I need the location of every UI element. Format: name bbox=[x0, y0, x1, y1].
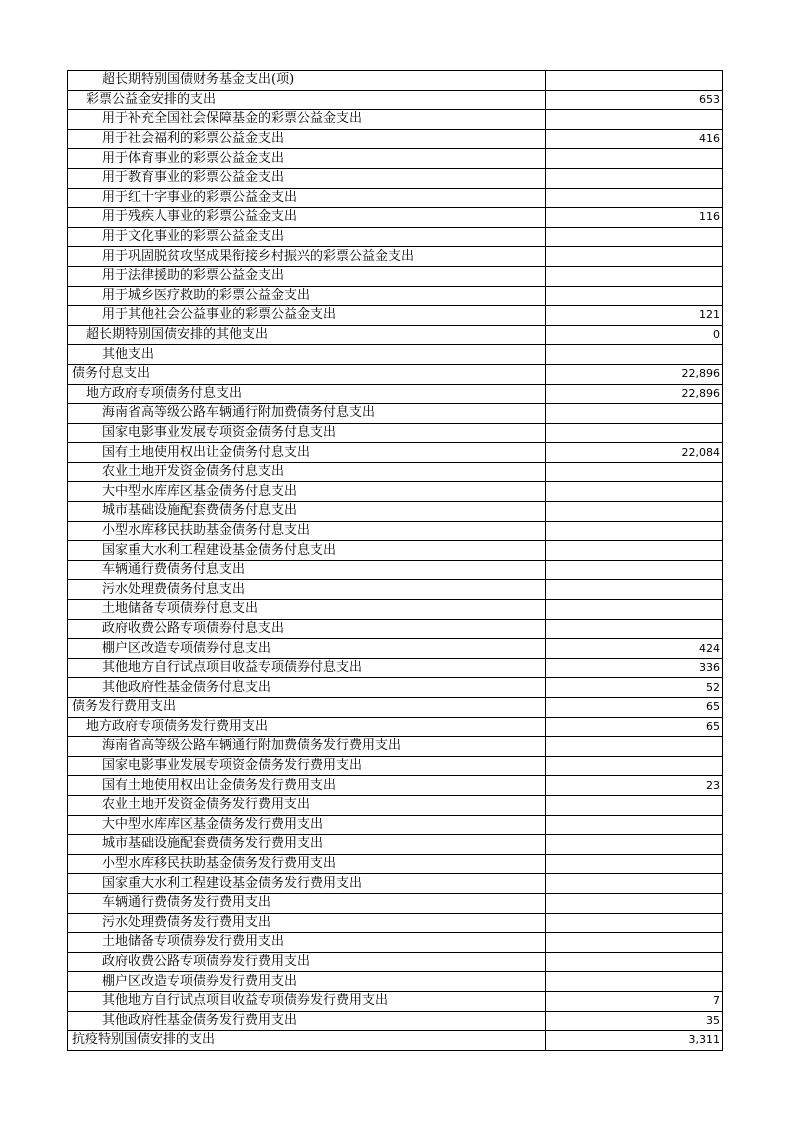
amount-cell: 22,084 bbox=[546, 443, 723, 463]
amount-cell bbox=[546, 168, 723, 188]
item-name-cell: 城市基础设施配套费债务付息支出 bbox=[68, 502, 546, 522]
amount-cell: 22,896 bbox=[546, 384, 723, 404]
table-row bbox=[68, 364, 723, 384]
table-row bbox=[68, 71, 723, 91]
amount-cell: 52 bbox=[546, 678, 723, 698]
table-row bbox=[68, 678, 723, 698]
item-name-cell: 抗疫特别国债安排的支出 bbox=[68, 1031, 546, 1051]
amount-cell bbox=[546, 815, 723, 835]
table-row bbox=[68, 325, 723, 345]
item-name-cell: 用于教育事业的彩票公益金支出 bbox=[68, 168, 546, 188]
amount-cell bbox=[546, 580, 723, 600]
amount-cell bbox=[546, 835, 723, 855]
amount-cell bbox=[546, 737, 723, 757]
item-name-cell: 其他地方自行试点项目收益专项债券发行费用支出 bbox=[68, 991, 546, 1011]
table-row bbox=[68, 991, 723, 1011]
item-name-cell: 车辆通行费债务付息支出 bbox=[68, 560, 546, 580]
table-row bbox=[68, 893, 723, 913]
item-name-cell: 超长期特别国债安排的其他支出 bbox=[68, 325, 546, 345]
item-name-cell: 用于其他社会公益事业的彩票公益金支出 bbox=[68, 306, 546, 326]
table-row bbox=[68, 835, 723, 855]
table-row bbox=[68, 815, 723, 835]
item-name-cell: 债务发行费用支出 bbox=[68, 698, 546, 718]
item-name-cell: 国家电影事业发展专项资金债务发行费用支出 bbox=[68, 756, 546, 776]
item-name-cell: 车辆通行费债务发行费用支出 bbox=[68, 893, 546, 913]
table-row bbox=[68, 1031, 723, 1051]
table-row bbox=[68, 149, 723, 169]
table-row bbox=[68, 90, 723, 110]
amount-cell bbox=[546, 247, 723, 267]
item-name-cell: 国家重大水利工程建设基金债务发行费用支出 bbox=[68, 874, 546, 894]
item-name-cell: 国家电影事业发展专项资金债务付息支出 bbox=[68, 423, 546, 443]
item-name-cell: 土地储备专项债券付息支出 bbox=[68, 600, 546, 620]
table-row bbox=[68, 423, 723, 443]
item-name-cell: 彩票公益金安排的支出 bbox=[68, 90, 546, 110]
item-name-cell: 地方政府专项债务发行费用支出 bbox=[68, 717, 546, 737]
table-row bbox=[68, 952, 723, 972]
amount-cell bbox=[546, 502, 723, 522]
table-row bbox=[68, 874, 723, 894]
item-name-cell: 国家重大水利工程建设基金债务付息支出 bbox=[68, 541, 546, 561]
item-name-cell: 用于社会福利的彩票公益金支出 bbox=[68, 129, 546, 149]
amount-cell: 653 bbox=[546, 90, 723, 110]
item-name-cell: 棚户区改造专项债券发行费用支出 bbox=[68, 972, 546, 992]
item-name-cell: 用于法律援助的彩票公益金支出 bbox=[68, 266, 546, 286]
amount-cell bbox=[546, 541, 723, 561]
table-row bbox=[68, 110, 723, 130]
budget-table-sheet bbox=[67, 70, 722, 1051]
item-name-cell: 地方政府专项债务付息支出 bbox=[68, 384, 546, 404]
amount-cell bbox=[546, 345, 723, 365]
amount-cell bbox=[546, 756, 723, 776]
amount-cell bbox=[546, 913, 723, 933]
amount-cell: 116 bbox=[546, 208, 723, 228]
amount-cell bbox=[546, 619, 723, 639]
table-row bbox=[68, 521, 723, 541]
table-row bbox=[68, 972, 723, 992]
amount-cell bbox=[546, 560, 723, 580]
amount-cell: 23 bbox=[546, 776, 723, 796]
item-name-cell: 用于巩固脱贫攻坚成果衔接乡村振兴的彩票公益金支出 bbox=[68, 247, 546, 267]
amount-cell bbox=[546, 71, 723, 91]
item-name-cell: 超长期特别国债财务基金支出(项) bbox=[68, 71, 546, 91]
item-name-cell: 小型水库移民扶助基金债务发行费用支出 bbox=[68, 854, 546, 874]
amount-cell bbox=[546, 423, 723, 443]
item-name-cell: 其他支出 bbox=[68, 345, 546, 365]
item-name-cell: 污水处理费债务发行费用支出 bbox=[68, 913, 546, 933]
table-row bbox=[68, 756, 723, 776]
item-name-cell: 其他政府性基金债务发行费用支出 bbox=[68, 1011, 546, 1031]
table-row bbox=[68, 168, 723, 188]
table-row bbox=[68, 737, 723, 757]
item-name-cell: 大中型水库库区基金债务发行费用支出 bbox=[68, 815, 546, 835]
budget-table-body bbox=[68, 71, 723, 1051]
item-name-cell: 用于红十字事业的彩票公益金支出 bbox=[68, 188, 546, 208]
table-row bbox=[68, 208, 723, 228]
table-row bbox=[68, 404, 723, 424]
item-name-cell: 用于文化事业的彩票公益金支出 bbox=[68, 227, 546, 247]
amount-cell bbox=[546, 854, 723, 874]
amount-cell bbox=[546, 149, 723, 169]
table-row bbox=[68, 306, 723, 326]
table-row bbox=[68, 247, 723, 267]
table-row bbox=[68, 462, 723, 482]
item-name-cell: 大中型水库库区基金债务付息支出 bbox=[68, 482, 546, 502]
amount-cell bbox=[546, 110, 723, 130]
item-name-cell: 农业土地开发资金债务发行费用支出 bbox=[68, 795, 546, 815]
item-name-cell: 小型水库移民扶助基金债务付息支出 bbox=[68, 521, 546, 541]
table-row bbox=[68, 443, 723, 463]
item-name-cell: 债务付息支出 bbox=[68, 364, 546, 384]
amount-cell: 416 bbox=[546, 129, 723, 149]
item-name-cell: 用于补充全国社会保障基金的彩票公益金支出 bbox=[68, 110, 546, 130]
item-name-cell: 海南省高等级公路车辆通行附加费债务付息支出 bbox=[68, 404, 546, 424]
item-name-cell: 政府收费公路专项债券付息支出 bbox=[68, 619, 546, 639]
budget-table bbox=[67, 70, 723, 1051]
table-row bbox=[68, 129, 723, 149]
amount-cell: 3,311 bbox=[546, 1031, 723, 1051]
table-row bbox=[68, 188, 723, 208]
table-row bbox=[68, 482, 723, 502]
table-row bbox=[68, 619, 723, 639]
item-name-cell: 政府收费公路专项债券发行费用支出 bbox=[68, 952, 546, 972]
table-row bbox=[68, 502, 723, 522]
item-name-cell: 其他地方自行试点项目收益专项债券付息支出 bbox=[68, 658, 546, 678]
table-row bbox=[68, 795, 723, 815]
table-row bbox=[68, 227, 723, 247]
table-row bbox=[68, 600, 723, 620]
item-name-cell: 其他政府性基金债务付息支出 bbox=[68, 678, 546, 698]
table-row bbox=[68, 345, 723, 365]
amount-cell: 35 bbox=[546, 1011, 723, 1031]
amount-cell: 65 bbox=[546, 717, 723, 737]
table-row bbox=[68, 384, 723, 404]
amount-cell: 121 bbox=[546, 306, 723, 326]
amount-cell: 424 bbox=[546, 639, 723, 659]
amount-cell bbox=[546, 286, 723, 306]
amount-cell: 65 bbox=[546, 698, 723, 718]
table-row bbox=[68, 913, 723, 933]
table-row bbox=[68, 717, 723, 737]
table-row bbox=[68, 560, 723, 580]
table-row bbox=[68, 286, 723, 306]
table-row bbox=[68, 1011, 723, 1031]
amount-cell bbox=[546, 952, 723, 972]
table-row bbox=[68, 933, 723, 953]
item-name-cell: 国有土地使用权出让金债务发行费用支出 bbox=[68, 776, 546, 796]
table-row bbox=[68, 580, 723, 600]
item-name-cell: 用于城乡医疗救助的彩票公益金支出 bbox=[68, 286, 546, 306]
item-name-cell: 用于体育事业的彩票公益金支出 bbox=[68, 149, 546, 169]
item-name-cell: 污水处理费债务付息支出 bbox=[68, 580, 546, 600]
amount-cell bbox=[546, 972, 723, 992]
item-name-cell: 农业土地开发资金债务付息支出 bbox=[68, 462, 546, 482]
amount-cell bbox=[546, 600, 723, 620]
table-row bbox=[68, 698, 723, 718]
table-row bbox=[68, 639, 723, 659]
amount-cell: 336 bbox=[546, 658, 723, 678]
item-name-cell: 土地储备专项债券发行费用支出 bbox=[68, 933, 546, 953]
item-name-cell: 棚户区改造专项债券付息支出 bbox=[68, 639, 546, 659]
amount-cell bbox=[546, 893, 723, 913]
amount-cell bbox=[546, 227, 723, 247]
table-row bbox=[68, 541, 723, 561]
amount-cell bbox=[546, 933, 723, 953]
amount-cell: 0 bbox=[546, 325, 723, 345]
item-name-cell: 国有土地使用权出让金债务付息支出 bbox=[68, 443, 546, 463]
amount-cell: 7 bbox=[546, 991, 723, 1011]
item-name-cell: 海南省高等级公路车辆通行附加费债务发行费用支出 bbox=[68, 737, 546, 757]
amount-cell bbox=[546, 795, 723, 815]
table-row bbox=[68, 776, 723, 796]
amount-cell bbox=[546, 188, 723, 208]
amount-cell bbox=[546, 462, 723, 482]
item-name-cell: 城市基础设施配套费债务发行费用支出 bbox=[68, 835, 546, 855]
table-row bbox=[68, 266, 723, 286]
amount-cell bbox=[546, 521, 723, 541]
amount-cell bbox=[546, 266, 723, 286]
table-row bbox=[68, 854, 723, 874]
item-name-cell: 用于残疾人事业的彩票公益金支出 bbox=[68, 208, 546, 228]
amount-cell: 22,896 bbox=[546, 364, 723, 384]
amount-cell bbox=[546, 404, 723, 424]
amount-cell bbox=[546, 874, 723, 894]
amount-cell bbox=[546, 482, 723, 502]
table-row bbox=[68, 658, 723, 678]
